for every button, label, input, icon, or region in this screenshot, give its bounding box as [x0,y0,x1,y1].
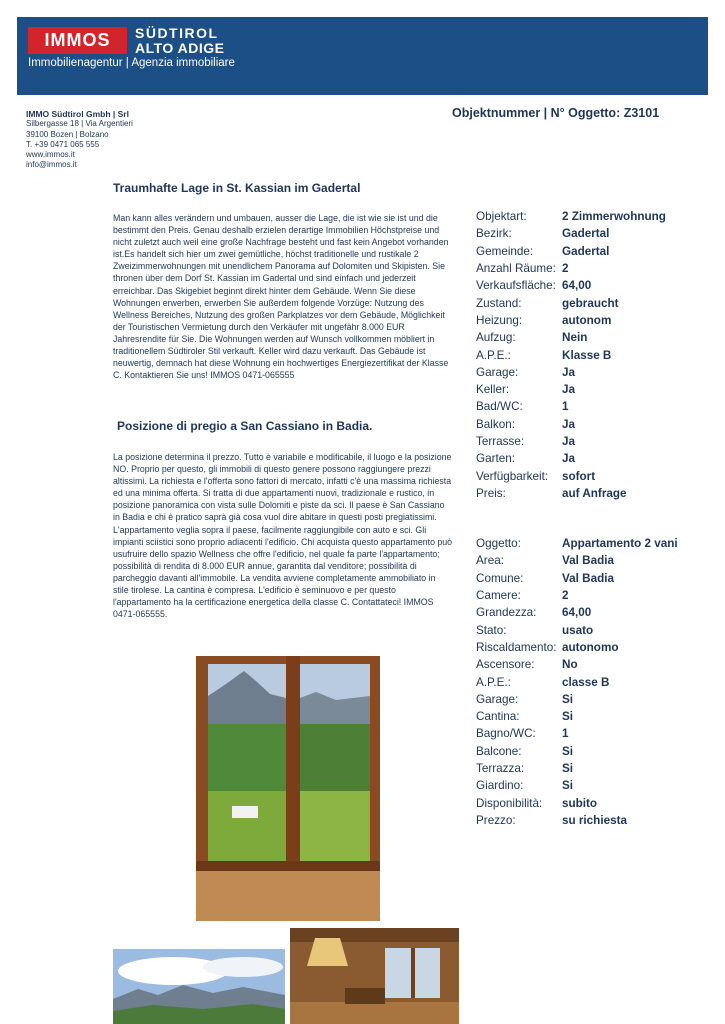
property-value: autonomo [562,640,619,654]
property-value: 2 Zimmerwohnung [562,210,666,224]
property-value: Gadertal [562,227,610,241]
italian-properties [476,535,706,829]
property-label: Riscaldamento: [476,640,557,654]
property-row [476,467,706,484]
property-value: Ja [562,452,576,466]
photo-mountain-panorama [113,949,285,1024]
property-value: 1 [562,400,569,414]
property-value: Si [562,710,574,724]
property-label: Garten: [476,452,515,466]
company-website: www.immos.it [26,150,75,160]
property-label: Garage: [476,692,519,706]
property-label: Ascensore: [476,658,535,672]
property-row [476,450,706,467]
company-city: 39100 Bozen | Bolzano [26,129,109,139]
property-label: Zustand: [476,296,522,310]
header-banner [17,17,708,95]
property-label: Gemeinde: [476,244,534,258]
property-value: Nein [562,331,588,345]
property-row [476,639,706,656]
property-value: auf Anfrage [562,486,627,500]
property-value: Ja [562,417,576,431]
property-value: autonom [562,313,612,327]
property-label: Giardino: [476,779,524,793]
italian-title: Posizione di pregio a San Cassiano in Badia. [117,419,373,433]
property-label: Prezzo: [476,813,516,827]
property-label: Keller: [476,383,510,397]
property-row [476,552,706,569]
property-label: Objektart: [476,210,527,224]
property-row [476,416,706,433]
property-value: sofort [562,469,596,483]
property-row [476,398,706,415]
property-label: Stato: [476,623,507,637]
property-row [476,535,706,552]
property-label: Balkon: [476,417,515,431]
property-label: Bezirk: [476,227,512,241]
german-properties [476,208,706,502]
property-label: A.P.E.: [476,675,511,689]
property-label: Garage: [476,365,519,379]
logo-tagline: Immobilienagentur | Agenzia immobiliare [28,57,235,69]
property-value: 2 [562,589,569,603]
property-row [476,346,706,363]
company-name: IMMO Südtirol Gmbh | Srl [26,109,129,119]
property-label: Comune: [476,571,524,585]
property-row [476,243,706,260]
object-number: Objektnummer | N° Oggetto: Z3101 [452,106,660,120]
logo-alto-adige: ALTO ADIGE [135,40,225,56]
property-value: gebraucht [562,296,619,310]
property-row [476,381,706,398]
photo-interior [290,928,459,1024]
property-label: Disponibilità: [476,796,543,810]
property-value: No [562,658,578,672]
property-label: Bad/WC: [476,400,523,414]
property-value: Si [562,692,574,706]
property-label: Camere: [476,589,521,603]
property-row [476,673,706,690]
property-row [476,485,706,502]
property-row [476,312,706,329]
property-row [476,225,706,242]
property-value: 64,00 [562,279,592,293]
property-value: 64,00 [562,606,592,620]
property-row [476,260,706,277]
property-value: su richiesta [562,813,627,827]
property-value: Appartamento 2 vani [562,537,678,551]
logo-immos: IMMOS [28,27,127,54]
german-title: Traumhafte Lage in St. Kassian im Gadertal [113,181,361,195]
italian-description: La posizione determina il prezzo. Tutto è variabile e modificabile, il luogo e la posizione NO. Proprio per questo, gli immobili di questo genere possono raggiungere prezzi altissimi. La richiesta e l'offerta sono fattori di mercato, infatti c'è una massima richiesta ed una minima offerta. Si tratta di due appartamenti nuovi, tradizionale e rustico, in posizione panoramica con vista sulle Dolomiti e piste da sci. Il paese è San Cassiano in Badia e chi è pratico saprà già cosa vuol dire abitare in questi posti pregiatissimi. L'appartamento veglia sopra il paese, facilmente raggiungibile con auto e sci. Gli impianti sciistici sono proprio adiacenti l'edificio. Chi acquista questo appartamento può usufruire dello spazio Wellness che offre l'edificio, nel quale fa parte l'appartamento; possibilità di rendita di 8.000 EUR annue, garantita dal venditore; possibilità di parcheggio davanti all'immobile. La vendita avviene completamente ammobiliato in stile tirolese. La cantina è compresa. L'edificio è seminuovo e per questo l'appartamento ha la certificazione energetica della classe C. Contattateci! IMMOS 0471-065555. [113,452,453,620]
property-label: Bagno/WC: [476,727,536,741]
property-value: Ja [562,435,576,448]
property-value: Klasse B [562,348,612,362]
property-row [476,329,706,346]
property-value: usato [562,623,594,637]
property-row [476,656,706,673]
property-row [476,743,706,760]
property-value: classe B [562,675,610,689]
logo-suedtirol: SÜDTIROL [135,25,219,41]
property-label: Verfügbarkeit: [476,469,549,483]
property-label: Area: [476,554,504,568]
german-description: Man kann alles verändern und umbauen, ausser die Lage, die ist wie sie ist und die bestimmt den Preis. Genau deshalb erzielen derartige Immobilien Höchstpreise und nicht zuletzt auch weil eine große Nachfrage besteht und fast kein Angebot vorhanden ist.Es handelt sich hier um zwei gemütliche, höchst traditionelle und rustikale 2 Zweizimmerwohnungen mit unendlichem Panorama auf Dolomiten und Skipisten. Sie thronen über dem Dorf St. Kassian im Gadertal und sind einfach und jederzeit erreichbar. Das Skigebiet beginnt direkt hinter dem Gebäude. Wenn Sie diese Wohnungen erwerben, erwerben Sie außerdem folgende Vorzüge: Nutzung des Wellness Bereiches, Nutzung des großen Parkplatzes vor dem Gebäude, Möglichkeit der Touristischen Vermietung durch den Verkäufer mit ungefähr 8.000 EUR Jahresrendite für Sie. Die Wohnungen werden auf Wunsch vollkommen möbliert in traditionellem Südtiroler Stil verkauft. Keller wird dazu verkauft. Das Gebäude ist neuwertig, demnach hat diese Wohnung ein hochwertiges Energiezertifikat der Klasse C. Kontaktieren Sie uns! IMMOS 0471-065555 [113,213,449,381]
property-row [476,777,706,794]
property-value: Si [562,779,574,793]
property-row [476,691,706,708]
property-row [476,208,706,225]
property-row [476,760,706,777]
property-label: Terrazza: [476,762,525,775]
property-value: Gadertal [562,244,610,258]
property-row [476,364,706,381]
company-street: Silbergasse 18 | Via Argentieri [26,119,133,129]
property-row [476,794,706,811]
property-row [476,604,706,621]
company-email: info@immos.it [26,160,77,170]
company-phone: T. +39 0471 065 555 [26,139,100,149]
property-value: 1 [562,727,569,741]
property-row [476,708,706,725]
property-label: Terrasse: [476,435,525,448]
property-label: Verkaufsfläche: [476,279,556,293]
property-label: Oggetto: [476,537,521,551]
property-value: Val Badia [562,571,614,585]
property-row [476,433,706,450]
property-value: 2 [562,262,569,276]
company-address [26,109,133,171]
property-row [476,277,706,294]
property-row [476,587,706,604]
property-label: A.P.E.: [476,348,511,362]
property-value: Ja [562,365,576,379]
property-value: Si [562,744,574,758]
property-row [476,294,706,311]
property-value: Si [562,762,574,775]
property-row [476,621,706,638]
property-row [476,725,706,742]
property-value: Val Badia [562,554,614,568]
photo-balcony-door [196,656,380,921]
property-label: Grandezza: [476,606,537,620]
property-label: Heizung: [476,313,523,327]
property-label: Preis: [476,486,506,500]
property-label: Balcone: [476,744,522,758]
property-value: Ja [562,383,576,397]
property-label: Cantina: [476,710,520,724]
property-value: subito [562,796,598,810]
property-label: Aufzug: [476,331,516,345]
property-row [476,812,706,829]
property-row [476,570,706,587]
property-label: Anzahl Räume: [476,262,556,276]
